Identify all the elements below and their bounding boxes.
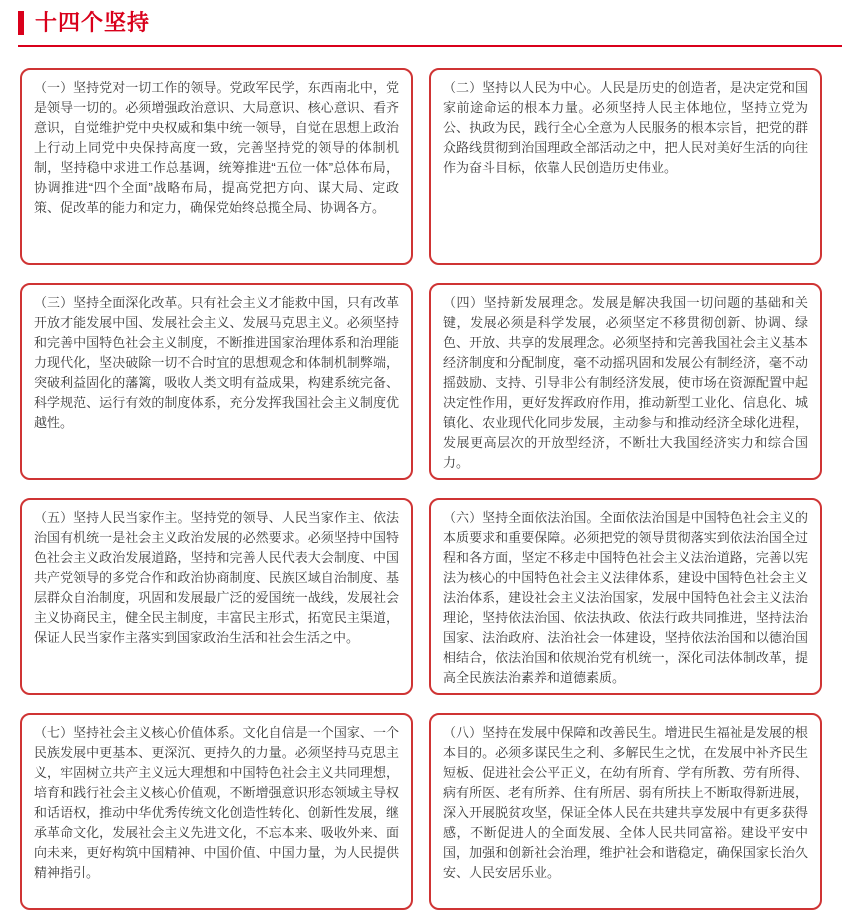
principle-text-6: （六）坚持全面依法治国。全面依法治国是中国特色社会主义的本质要求和重要保障。必须把党的领导贯彻落实到依法治国全过程和各方面，坚定不移走中国特色社会主义法治道路，完善以宪法为核心的中国特色社会主义法律体系，建设中国特色社会主义法治体系，建设社会主义法治国家，发展中国特色社会主义法治理论，坚持依法治国、依法执政、依法行政共同推进，坚持法治国家、法治政府、法治社会一体建设，坚持依法治国和以德治国相结合，依法治国和依规治党有机统一，深化司法体制改革，提高全民族法治素养和道德素质。 xyxy=(443,510,808,685)
principle-text-2: （二）坚持以人民为中心。人民是历史的创造者，是决定党和国家前途命运的根本力量。必须坚持人民主体地位，坚持立党为公、执政为民，践行全心全意为人民服务的根本宗旨，把党的群众路线贯彻到治国理政全部活动之中，把人民对美好生活的向往作为奋斗目标，依靠人民创造历史伟业。 xyxy=(443,80,808,175)
principle-card-4 xyxy=(429,283,822,480)
principle-text-3: （三）坚持全面深化改革。只有社会主义才能救中国，只有改革开放才能发展中国、发展社会主义、发展马克思主义。必须坚持和完善中国特色社会主义制度，不断推进国家治理体系和治理能力现代化，坚决破除一切不合时宜的思想观念和体制机制弊端，突破利益固化的藩篱，吸收人类文明有益成果，构建系统完备、科学规范、运行有效的制度体系，充分发挥我国社会主义制度优越性。 xyxy=(34,295,399,430)
section-header xyxy=(0,0,842,47)
header-divider xyxy=(18,45,842,47)
principle-card-3 xyxy=(20,283,413,480)
principle-card-6 xyxy=(429,498,822,695)
principle-text-5: （五）坚持人民当家作主。坚持党的领导、人民当家作主、依法治国有机统一是社会主义政治发展的必然要求。必须坚持中国特色社会主义政治发展道路，坚持和完善人民代表大会制度、中国共产党领导的多党合作和政治协商制度、民族区域自治制度、基层群众自治制度，巩固和发展最广泛的爱国统一战线，发展社会主义协商民主，健全民主制度，丰富民主形式，拓宽民主渠道，保证人民当家作主落实到国家政治生活和社会生活之中。 xyxy=(34,510,399,645)
principle-card-7 xyxy=(20,713,413,910)
principle-card-1 xyxy=(20,68,413,265)
principle-text-1: （一）坚持党对一切工作的领导。党政军民学，东西南北中，党是领导一切的。必须增强政治意识、大局意识、核心意识、看齐意识，自觉维护党中央权威和集中统一领导，自觉在思想上政治上行动上同党中央保持高度一致，完善坚持党的领导的体制机制，坚持稳中求进工作总基调，统筹推进“五位一体”总体布局，协调推进“四个全面”战略布局，提高党把方向、谋大局、定政策、促改革的能力和定力，确保党始终总揽全局、协调各方。 xyxy=(34,80,399,215)
principle-text-4: （四）坚持新发展理念。发展是解决我国一切问题的基础和关键，发展必须是科学发展，必须坚定不移贯彻创新、协调、绿色、开放、共享的发展理念。必须坚持和完善我国社会主义基本经济制度和分配制度，毫不动摇巩固和发展公有制经济，毫不动摇鼓励、支持、引导非公有制经济发展，使市场在资源配置中起决定性作用，更好发挥政府作用，推动新型工业化、信息化、城镇化、农业现代化同步发展，主动参与和推动经济全球化进程，发展更高层次的开放型经济，不断壮大我国经济实力和综合国力。 xyxy=(443,295,808,470)
principle-card-8 xyxy=(429,713,822,910)
principles-grid xyxy=(20,68,822,910)
principle-card-2 xyxy=(429,68,822,265)
title-row xyxy=(18,9,842,37)
title-accent-bar xyxy=(18,11,24,35)
principle-text-8: （八）坚持在发展中保障和改善民生。增进民生福祉是发展的根本目的。必须多谋民生之利、多解民生之忧，在发展中补齐民生短板、促进社会公平正义，在幼有所育、学有所教、劳有所得、病有所医、老有所养、住有所居、弱有所扶上不断取得新进展，深入开展脱贫攻坚，保证全体人民在共建共享发展中有更多获得感，不断促进人的全面发展、全体人民共同富裕。建设平安中国，加强和创新社会治理，维护社会和谐稳定，确保国家长治久安、人民安居乐业。 xyxy=(443,725,808,880)
principle-text-7: （七）坚持社会主义核心价值体系。文化自信是一个国家、一个民族发展中更基本、更深沉、更持久的力量。必须坚持马克思主义，牢固树立共产主义远大理想和中国特色社会主义共同理想，培育和践行社会主义核心价值观，不断增强意识形态领域主导权和话语权，推动中华优秀传统文化创造性转化、创新性发展，继承革命文化，发展社会主义先进文化，不忘本来、吸收外来、面向未来，更好构筑中国精神、中国价值、中国力量，为人民提供精神指引。 xyxy=(34,725,399,880)
principle-card-5 xyxy=(20,498,413,695)
page-title: 十四个坚持 xyxy=(35,10,151,35)
